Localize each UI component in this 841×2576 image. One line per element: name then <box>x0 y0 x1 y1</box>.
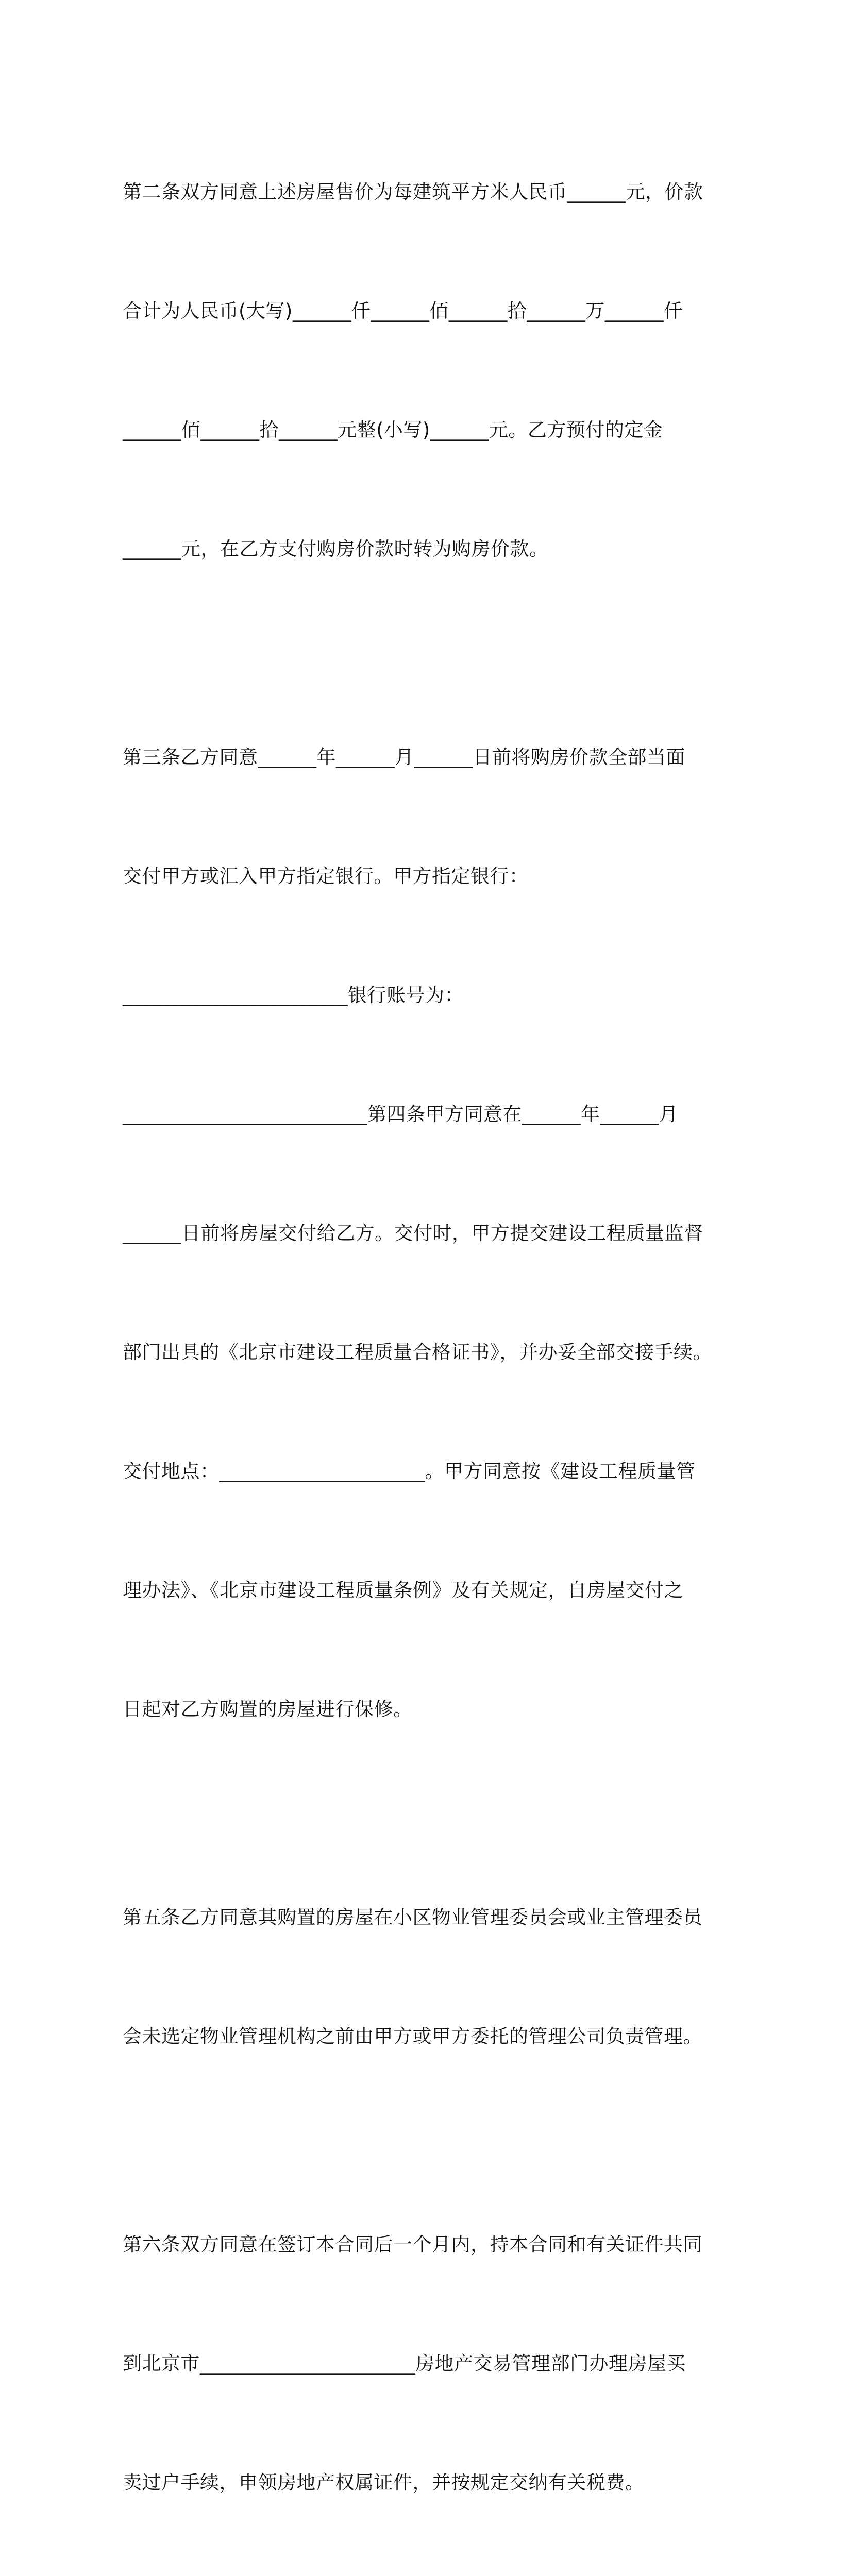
article-5 <box>123 1818 720 2136</box>
text-line: 日起对乙方购置的房屋进行保修。 <box>123 1698 413 1720</box>
article-6 <box>123 2145 720 2576</box>
text-line: 合计为人民币(大写)______仟______佰______拾______万______仟 <box>123 300 683 322</box>
text-line: ______日前将房屋交付给乙方。交付时，甲方提交建设工程质量监督 <box>123 1222 703 1244</box>
text-line: 到北京市______________________房地产交易管理部门办理房屋买 <box>123 2352 686 2375</box>
text-line: 第五条乙方同意其购置的房屋在小区物业管理委员会或业主管理委员 <box>123 1906 702 1928</box>
text-line: 理办法》、《北京市建设工程质量条例》及有关规定，自房屋交付之 <box>123 1579 683 1601</box>
text-line: ______佰______拾______元整(小写)______元。乙方预付的定金 <box>123 419 663 441</box>
article-3-4 <box>123 658 720 1808</box>
text-line: 第六条双方同意在签订本合同后一个月内，持本合同和有关证件共同 <box>123 2233 702 2256</box>
contract-body <box>123 93 720 2576</box>
text-line: _________________________第四条甲方同意在______年______月 <box>123 1103 678 1125</box>
article-2 <box>123 93 720 648</box>
text-line: 交付地点：_____________________。甲方同意按《建设工程质量管 <box>123 1460 696 1482</box>
text-line: 第三条乙方同意______年______月______日前将购房价款全部当面 <box>123 746 685 768</box>
text-line: 部门出具的《北京市建设工程质量合格证书》，并办妥全部交接手续。 <box>123 1341 712 1363</box>
text-line: 会未选定物业管理机构之前由甲方或甲方委托的管理公司负责管理。 <box>123 2025 702 2047</box>
text-line: _______________________银行账号为： <box>123 984 464 1006</box>
text-line: ______元，在乙方支付购房价款时转为购房价款。 <box>123 538 549 560</box>
text-line: 第二条双方同意上述房屋售价为每建筑平方米人民币______元，价款 <box>123 181 703 203</box>
text-line: 交付甲方或汇入甲方指定银行。甲方指定银行： <box>123 865 529 887</box>
text-line: 卖过户手续，申领房地产权属证件，并按规定交纳有关税费。 <box>123 2471 645 2494</box>
